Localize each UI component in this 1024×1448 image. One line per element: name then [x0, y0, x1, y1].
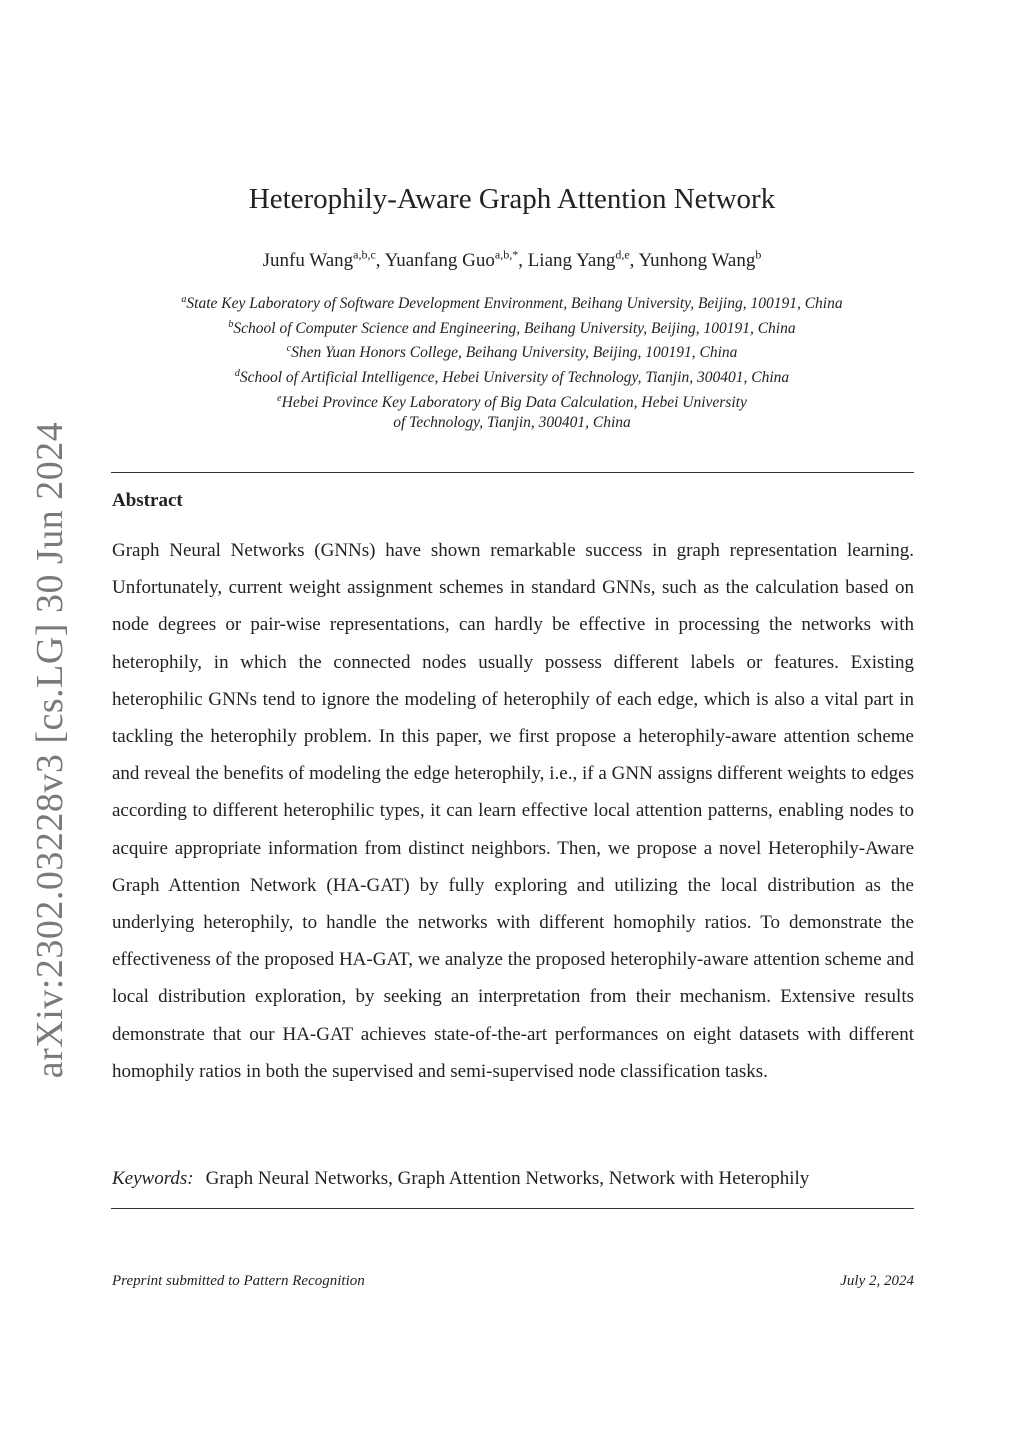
author: Yunhong Wang$^b$: [638, 248, 762, 272]
affiliation: $^b$School of Computer Science and Engineering, Beihang University, Beijing, 100191, China: [228, 318, 796, 337]
abstract-heading: Abstract: [112, 490, 183, 511]
top-divider: [111, 472, 914, 473]
affiliation: $^e$Hebei Province Key Laboratory of Big Data Calculation, Hebei University of Technology, Tianjin, 300401, China: [277, 392, 747, 432]
abstract-body: Graph Neural Networks (GNNs) have shown remarkable success in graph representation learning. Unfortunately, current weight assignment schemes in standard GNNs, such as the calculation based on node degrees or pair-wise representations, can hardly be effective in processing the networks with heterophily, in which the connected nodes usually possess different labels or features. Existing heterophilic GNNs tend to ignore the modeling of heterophily of each edge, which is also a vital part in tackling the heterophily problem. In this paper, we first propose a heterophily-aware attention scheme and reveal the benefits of modeling the edge heterophily, i.e., if a GNN assigns different weights to edges according to different heterophilic types, it can learn effective local attention patterns, enabling nodes to acquire appropriate information from distinct neighbors. Then, we propose a novel Heterophily-Aware Graph Attention Network (HA-GAT) by fully exploring and utilizing the local distribution as the underlying heterophily, to handle the networks with different homophily ratios. To demonstrate the effectiveness of the proposed HA-GAT, we analyze the proposed heterophily-aware attention scheme and local distribution exploration, by seeking an interpretation from their mechanism. Extensive results demonstrate that our HA-GAT achieves state-of-the-art performances on eight datasets with different homophily ratios in both the supervised and semi-supervised node classification tasks.: [112, 540, 914, 1082]
affiliation: $^d$School of Artificial Intelligence, Hebei University of Technology, Tianjin, 300401, China: [234, 367, 790, 387]
footer-journal: Preprint submitted to Pattern Recognition: [112, 1273, 365, 1289]
keywords: [112, 1168, 914, 1190]
author: Junfu Wang$^{a,b,c}$,: [262, 248, 385, 272]
affiliation: $^c$Shen Yuan Honors College, Beihang University, Beijing, 100191, China: [286, 343, 738, 362]
keywords-text: Graph Neural Networks, Graph Attention Networks, Network with Heterophily: [205, 1168, 810, 1189]
author: Yuanfang Guo$^{a,b,*}$,: [384, 248, 528, 272]
author-list: [0, 248, 1024, 272]
footer-date: July 2, 2024: [840, 1273, 914, 1289]
arxiv-identifier: arXiv:2302.03228v3 [cs.LG] 30 Jun 2024: [29, 421, 71, 1079]
keywords-label: Keywords:: [112, 1168, 194, 1189]
paper-title: Heterophily-Aware Graph Attention Network: [248, 183, 776, 215]
affiliation: $^a$State Key Laboratory of Software Development Environment, Beihang University, Beijing, 100191, China: [181, 294, 843, 313]
affiliation-list: [100, 290, 924, 434]
author: Liang Yang$^{d,e}$,: [527, 248, 639, 272]
bottom-divider: [111, 1208, 914, 1209]
